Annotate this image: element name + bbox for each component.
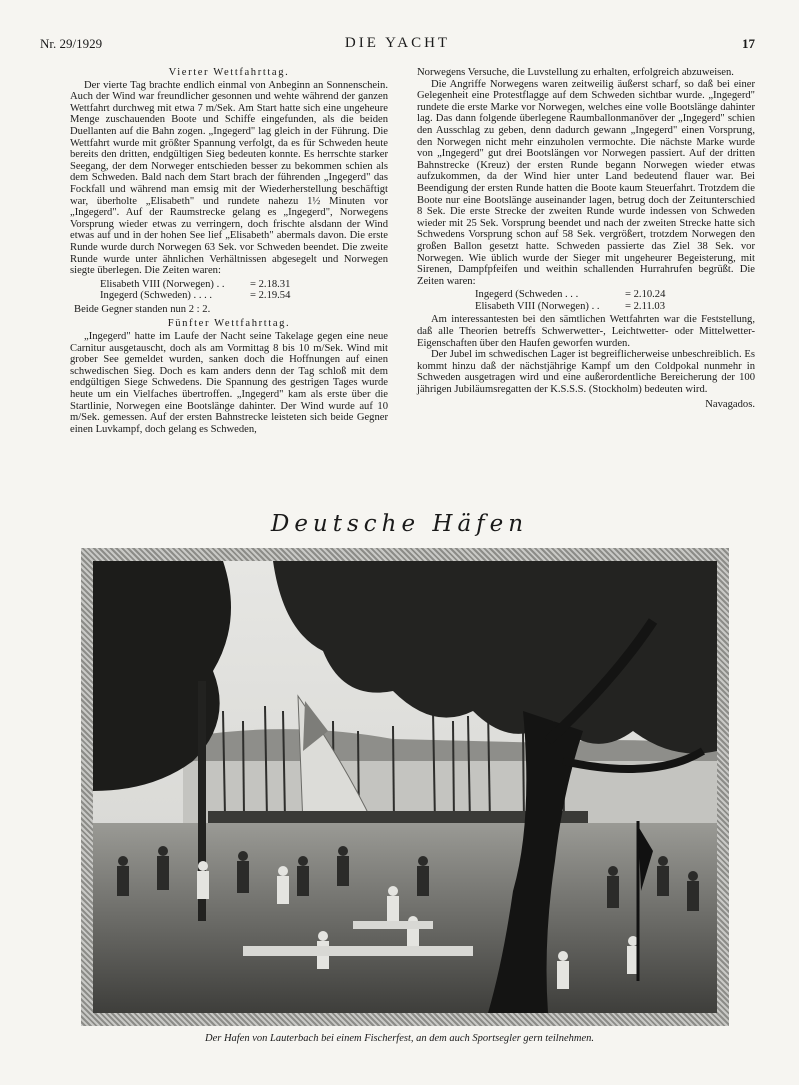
result-time: = 2.19.54 xyxy=(250,290,291,302)
author-signature: Navagados. xyxy=(705,398,755,410)
harbour-photo-illustration xyxy=(93,561,717,1013)
section-title-day5: Fünfter Wettfahrttag. xyxy=(167,318,291,330)
right-column xyxy=(417,67,755,410)
result-row xyxy=(475,289,755,301)
result-row xyxy=(100,279,388,291)
journal-title: DIE YACHT xyxy=(344,35,451,51)
paragraph-conclusion: Am interessantesten bei den sämtlichen Wettfahrten war die Feststellung, daß alle Theorien betreffs Schwerwetter-, Leichtwetter- oder Mittelwetter-Eigenschaften über den Haufen geworfen wurden. xyxy=(417,314,755,349)
standing-line: Beide Gegner standen nun 2 : 2. xyxy=(74,303,211,315)
paragraph-race-report: Die Angriffe Norwegens waren zeitweilig äußerst scharf, so daß bei einer Gelegenheit eine Protestflagge auf dem Schweden sichtbar wurde. „Ingegerd" rundete die erste Marke vor Norwegen, welches eine volle Bootslänge dahinter lag. Das dann folgende überlegene Raumballonmanöver der „Ingegerd" schien den Ausschlag zu geben, denn dadurch gewann „Ingegerd" einen Vorsprung, den Norwegen nicht mehr einzuholen vermochte. Die nächste Marke wurde von „Ingegerd" gut drei Bootslängen vor Norwegen passiert. Auf der dritten Bahnstrecke (Kreuz) der ersten Runde begann Norwegen wieder etwas aufzukommen, da der Wind hier unter Land bedeutend flauer war. Bei Beendigung der ersten Runde hatten die Boote kaum Steuerfahrt. Trotzdem die Boote nur eine Bootslänge auseinander lagen, betrug doch der Zeitunterschied 8 Sek. Die erste Strecke der zweiten Runde wurde indessen von Schweden wieder mit 25 Sek. Vorsprung beendet und nach der zweiten Strecke hatte sich Schwedens Vorsprung schon auf 58 Sek. vergrößert, trotzdem Norwegen den großen Ballon gesetzt hatte. Schweden passierte das Ziel 38 Sek. vor Norwegen. Wie üblich wurde der Sieger mit ungeheurer Begeisterung, mit Sirenen, Dampfpfeifen und weithin schallenden Hurrahrufen begrüßt. Die Zeiten waren: xyxy=(417,78,755,287)
paragraph-celebration: Der Jubel im schwedischen Lager ist begreiflicherweise unbeschreiblich. Es kommt hinzu daß der nächstjährige Kampf um den Coldpokal nunmehr in Schweden ausgetragen wird und eine außerordentliche Bereicherung der 100 jährigen Jubiläumsregatten der K.S.S.S. (Stockholm) bedeuten wird. xyxy=(417,349,755,396)
feature-heading: Deutsche Häfen xyxy=(270,511,529,537)
left-column xyxy=(70,67,388,435)
paragraph-day5: „Ingegerd" hatte im Laufe der Nacht seine Takelage gegen eine neue Carnitur ausgetauscht, doch als am Vormittag 8 bis 10 m/Sek. Wind mit grober See gemeldet wurden, sanken doch die Hoffnungen auf einen schwedischen Sieg. Doch es kam anders denn der Tag schloß mit dem endgültigen Siege Schwedens. Die Spannung des gestrigen Tages wurde heute um ein Vielfaches übertroffen. „Ingegerd" kam als erste über die Startlinie, Norwegen eine Bootslänge dahinter. Der Wind wurde auf 10 m/Sek. gemessen. Auf der ersten Bahnstrecke leisteten sich beide Gegner einen Luvkampf, doch gelang es Schweden, xyxy=(70,331,388,435)
result-row xyxy=(475,301,755,313)
result-boat: Ingegerd (Schweden) . . . . xyxy=(100,290,213,302)
result-time: = 2.18.31 xyxy=(250,278,291,290)
result-boat: Elisabeth VIII (Norwegen) . . xyxy=(100,278,225,290)
harbour-photo xyxy=(93,561,717,1013)
issue-number: Nr. 29/1929 xyxy=(40,36,103,51)
result-time: = 2.10.24 xyxy=(625,289,666,301)
result-boat: Elisabeth VIII (Norwegen) . . xyxy=(475,300,600,312)
page-number: 17 xyxy=(742,36,755,51)
results-day5 xyxy=(475,289,755,312)
running-header xyxy=(40,36,755,54)
paragraph-continued: Norwegens Versuche, die Luvstellung zu erhalten, erfolgreich abzuweisen. xyxy=(417,67,734,78)
result-time: = 2.11.03 xyxy=(625,300,666,312)
result-boat: Ingegerd (Schweden . . . xyxy=(475,289,579,301)
paragraph-day4: Der vierte Tag brachte endlich einmal von Anbeginn an Sonnenschein. Auch der Wind war freundlicher gesonnen und wehte während der ganzen Wettfahrt durchweg mit etwa 7 m/Sek. Am Start hatte sich eine ungeheure Menge zuschauenden Boote und Schiffe eingefunden, als die beiden Duellanten auf die Bahn zogen. „Ingegerd" lag gleich in der Führung. Die Wettfahrt wurde mit größter Spannung verfolgt, da es für Schweden heute bereits den dritten, endgültigen Sieg bedeuten konnte. Es herrschte starker Seegang, der dem Norweger entschieden besser zu bekommen schien als dem Schweden. Bald nach dem Start brach der führenden „Ingegerd" das Fockfall und während man emsig mit der Wiederherstellung beschäftigt war, überholte „Elisabeth" und rundete nahezu 1½ Minuten vor „Ingegerd". Auf der Raumstrecke gelang es „Ingegerd", Norwegens Vorsprung wieder etwas zu verringern, doch frischte alsdann der Wind etwas auf und in der hohen See lief „Elisabeth" abermals davon. Die erste Runde wurde durch Norwegen 63 Sek. vor Schweden beendet. Die zweite Runde wurde unter ähnlichen Verhältnissen abgesegelt und Norwegen siegte überlegen. Die Zeiten waren: xyxy=(70,79,388,277)
photo-caption: Der Hafen von Lauterbach bei einem Fischerfest, an dem auch Sportsegler gern teilnehmen. xyxy=(205,1033,594,1044)
section-title-day4: Vierter Wettfahrttag. xyxy=(168,67,290,78)
result-row xyxy=(100,290,388,302)
results-day4 xyxy=(100,279,388,302)
